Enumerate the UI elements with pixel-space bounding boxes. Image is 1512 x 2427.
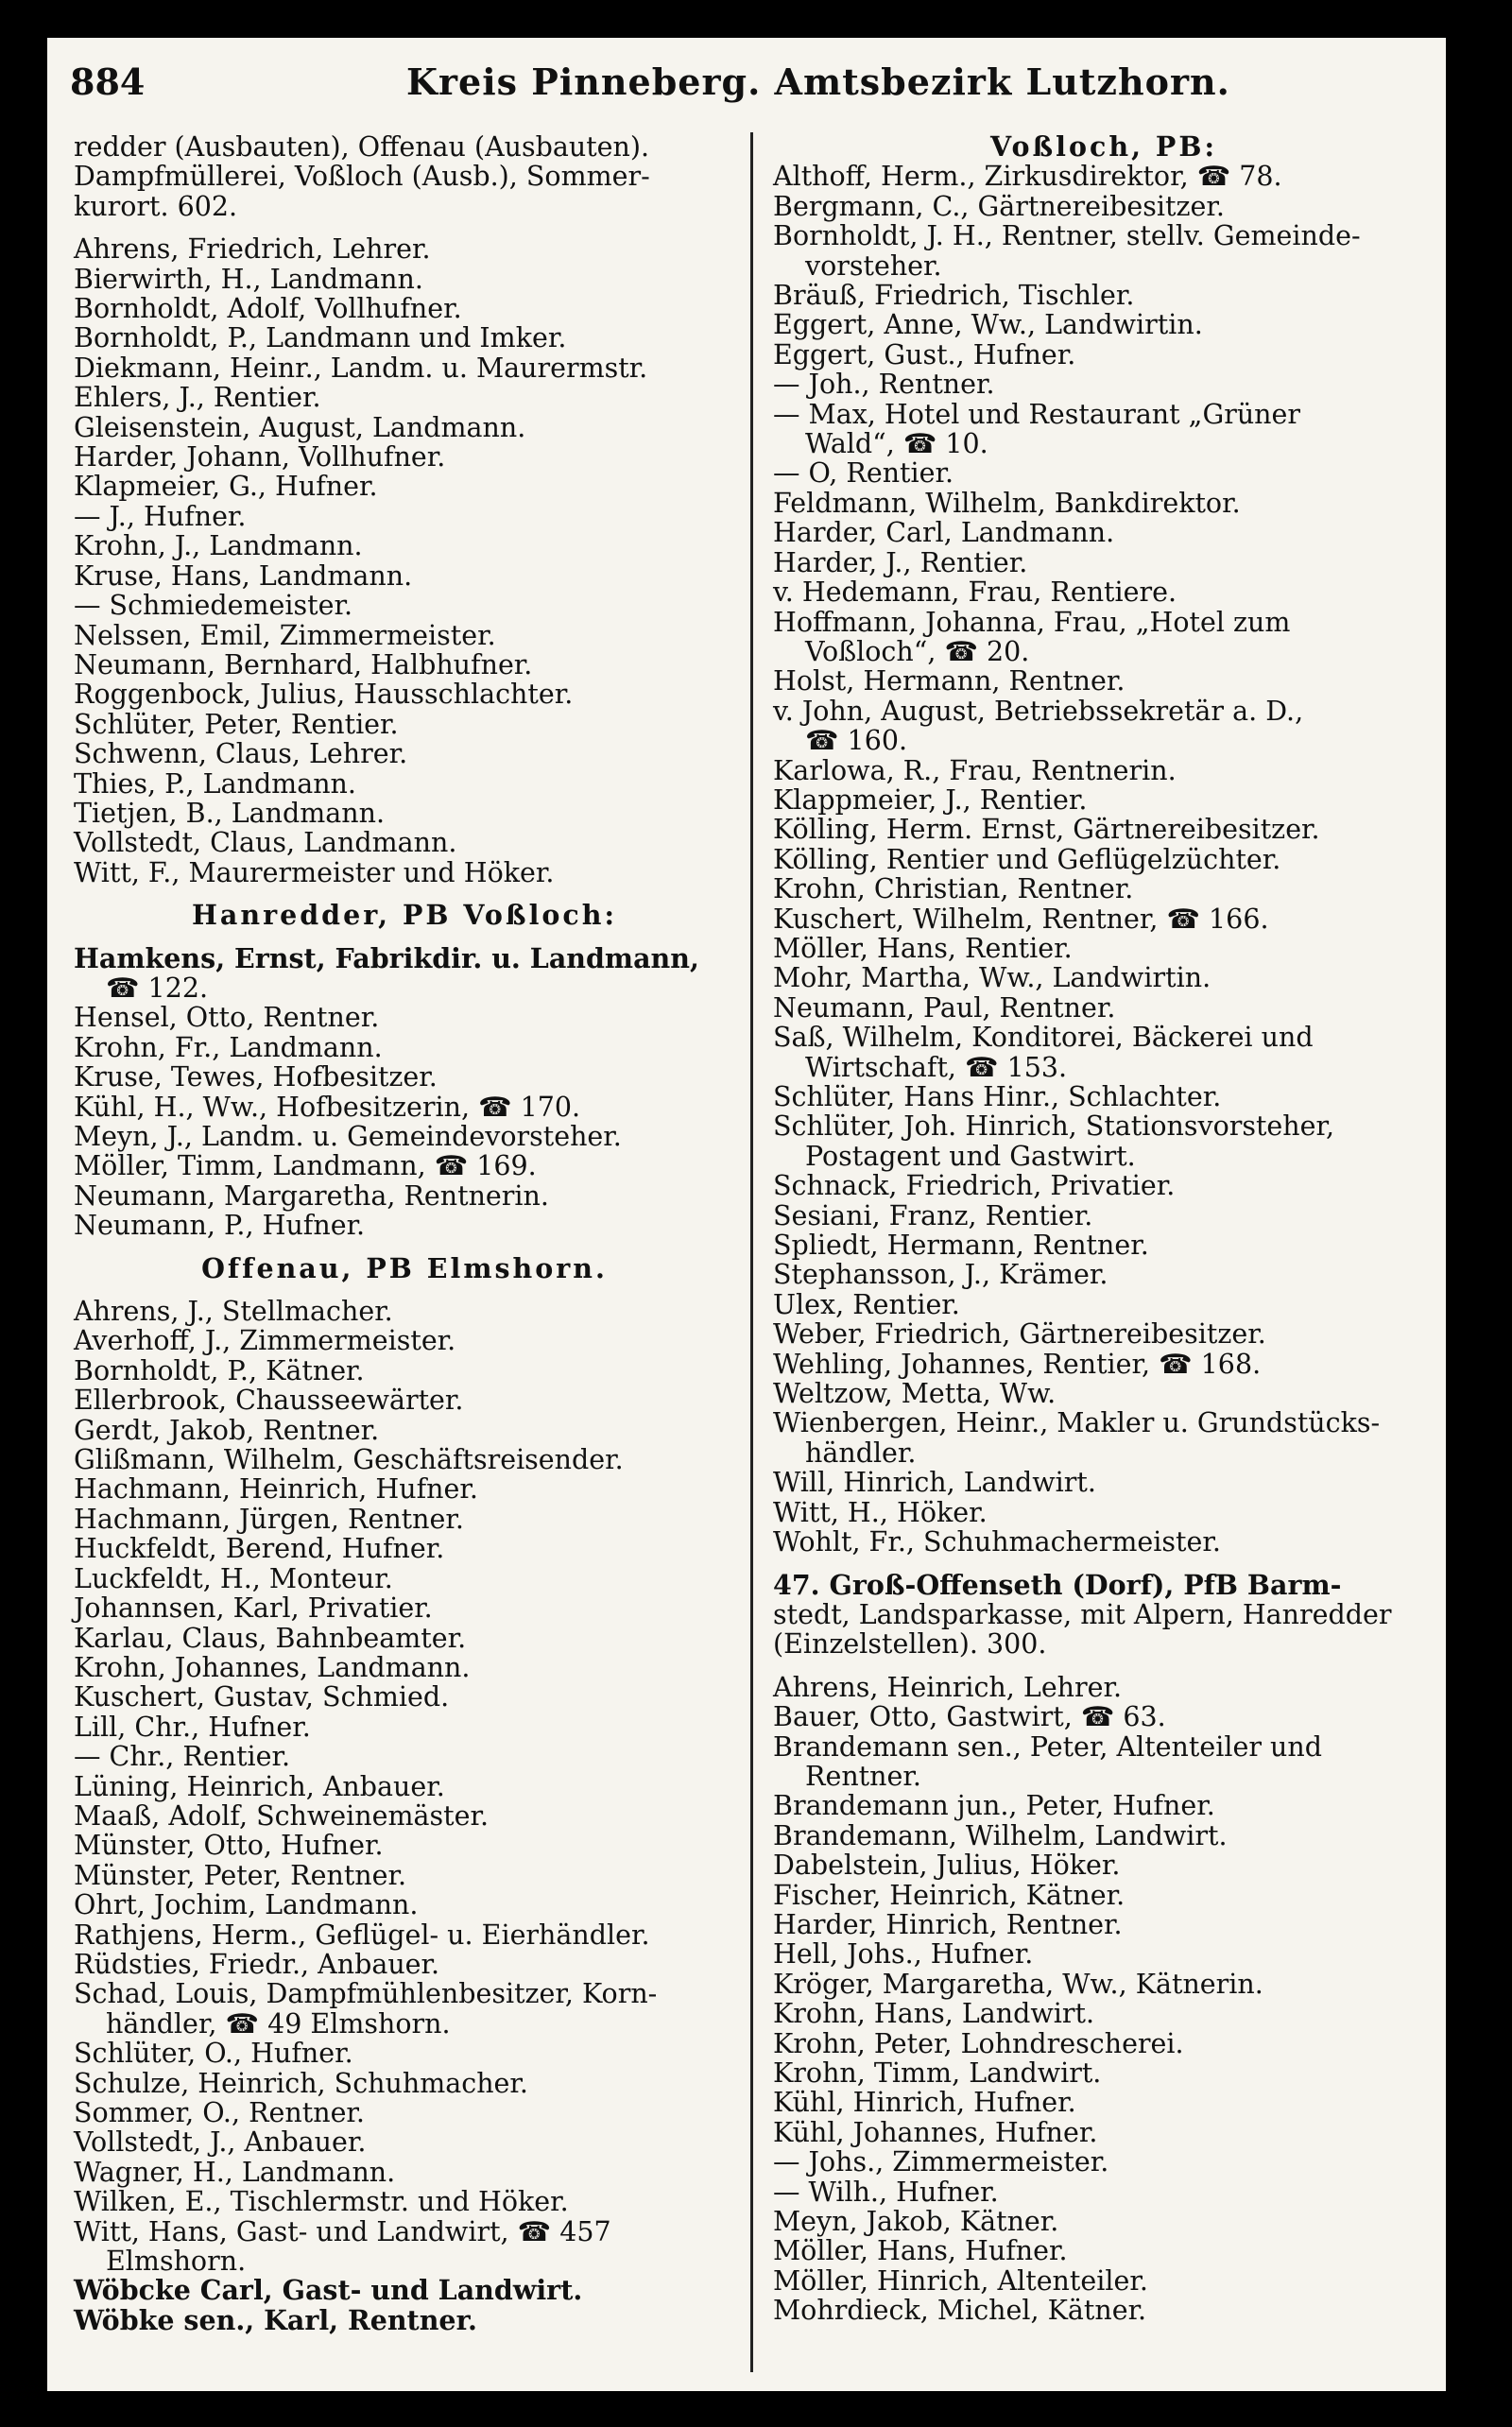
list-item: Brandemann jun., Peter, Hufner. [773, 1790, 1215, 1822]
list-item: Neumann, Bernhard, Halbhufner. [74, 648, 533, 680]
list-item-continuation: Voßloch“, ☎ 20. [805, 635, 1030, 667]
list-item: Schnack, Friedrich, Privatier. [773, 1170, 1176, 1202]
list-item: Schlüter, Hans Hinr., Schlachter. [773, 1081, 1222, 1112]
entry-list-vossloch [773, 162, 1435, 1557]
list-item: Hoffmann, Johanna, Frau, „Hotel zum [773, 606, 1291, 638]
list-item: Witt, F., Maurermeister und Höker. [74, 856, 555, 888]
list-item: Bornholdt, P., Landmann und Imker. [74, 322, 567, 354]
list-item: Kühl, H., Ww., Hofbesitzerin, ☎ 170. [74, 1091, 581, 1123]
list-item: Averhoff, J., Zimmermeister. [74, 1325, 456, 1357]
list-item: Hensel, Otto, Rentner. [74, 1002, 380, 1034]
list-item: Klapmeier, G., Hufner. [74, 471, 378, 503]
list-item: Ohrt, Jochim, Landmann. [74, 1889, 419, 1921]
list-item: Harder, Hinrich, Rentner. [773, 1908, 1123, 1940]
list-item-continuation: Postagent und Gastwirt. [805, 1140, 1136, 1172]
list-item: Bergmann, C., Gärtnereibesitzer. [773, 190, 1225, 222]
list-item: Kölling, Herm. Ernst, Gärtnereibesitzer. [773, 814, 1320, 846]
list-item: Hachmann, Jürgen, Rentner. [74, 1503, 464, 1535]
list-item: Saß, Wilhelm, Konditorei, Bäckerei und [773, 1022, 1314, 1054]
list-item: Tietjen, B., Landmann. [74, 797, 386, 829]
list-item: Brandemann sen., Peter, Altenteiler und [773, 1730, 1322, 1763]
list-item: Witt, Hans, Gast- und Landwirt, ☎ 457 [74, 2215, 611, 2247]
text-line: redder (Ausbauten), Offenau (Ausbauten). [74, 131, 650, 163]
list-item: Kuschert, Wilhelm, Rentner, ☎ 166. [773, 903, 1269, 935]
list-item: Schlüter, O., Hufner. [74, 2038, 353, 2070]
list-item: Althoff, Herm., Zirkusdirektor, ☎ 78. [773, 161, 1282, 193]
list-item: Ehlers, J., Rentier. [74, 382, 321, 414]
list-item: Sommer, O., Rentner. [74, 2097, 365, 2128]
list-item-continuation: ☎ 122. [106, 972, 209, 1004]
list-item: Krohn, Johannes, Landmann. [74, 1651, 471, 1683]
list-item: Gleisenstein, August, Landmann. [74, 411, 526, 443]
text-line: kurort. 602. [74, 190, 238, 222]
list-item: Schlüter, Peter, Rentier. [74, 708, 399, 740]
list-item: Bierwirth, H., Landmann. [74, 263, 423, 295]
list-item-continuation: Wald“, ☎ 10. [805, 428, 988, 460]
entry-list-lutzhorn [74, 234, 735, 887]
list-item: Krohn, J., Landmann. [74, 530, 363, 562]
list-item: Rathjens, Herm., Geflügel- u. Eierhändler. [74, 1919, 650, 1951]
list-item-continuation: Rentner. [805, 1760, 921, 1792]
list-item: Lill, Chr., Hufner. [74, 1711, 311, 1743]
list-item: Hell, Johs., Hufner. [773, 1938, 1034, 1971]
list-item: Möller, Hans, Hufner. [773, 2235, 1068, 2267]
text-line: (Einzelstellen). 300. [773, 1628, 1047, 1661]
left-column [74, 132, 735, 2335]
list-item: Wilken, E., Tischlermstr. und Höker. [74, 2186, 569, 2218]
list-item: Wagner, H., Landmann. [74, 2156, 396, 2188]
list-item: Kuschert, Gustav, Schmied. [74, 1681, 450, 1713]
list-item: Krohn, Christian, Rentner. [773, 873, 1134, 905]
list-item: Stephansson, J., Krämer. [773, 1259, 1108, 1291]
section-heading-offenau: Offenau, PB Elmshorn. [201, 1251, 608, 1284]
list-item: Neumann, Paul, Rentner. [773, 991, 1116, 1024]
list-item: — J., Hufner. [74, 500, 247, 532]
list-item: Klappmeier, J., Rentier. [773, 783, 1088, 816]
list-item: Schad, Louis, Dampfmühlenbesitzer, Korn- [74, 1978, 658, 2010]
list-item: Kröger, Margaretha, Ww., Kätnerin. [773, 1968, 1263, 2000]
list-item: Harder, Carl, Landmann. [773, 517, 1115, 549]
list-item-continuation: händler. [805, 1437, 917, 1469]
list-item: Wienbergen, Heinr., Makler u. Grundstücks- [773, 1407, 1381, 1439]
list-item: Möller, Hinrich, Altenteiler. [773, 2264, 1148, 2297]
list-item: — Max, Hotel und Restaurant „Grüner [773, 398, 1301, 430]
text-line: Dampfmüllerei, Voßloch (Ausb.), Sommer- [74, 161, 650, 193]
list-item: Wöbke sen., Karl, Rentner. [74, 2303, 477, 2336]
entry-list-hanredder [74, 941, 735, 1242]
list-item: Ellerbrook, Chausseewärter. [74, 1385, 464, 1417]
list-item: Münster, Peter, Rentner. [74, 1859, 407, 1891]
entry-list-offenau [74, 1297, 735, 2335]
list-item: Thies, P., Landmann. [74, 767, 356, 800]
section-heading-hanredder: Hanredder, PB Voßloch: [191, 899, 618, 932]
list-item: Harder, Johann, Vollhufner. [74, 441, 446, 473]
list-item: Bornholdt, Adolf, Vollhufner. [74, 293, 462, 325]
list-item: Harder, J., Rentier. [773, 546, 1028, 578]
list-item: Holst, Hermann, Rentner. [773, 665, 1125, 697]
list-item: Schlüter, Joh. Hinrich, Stationsvorsteher, [773, 1110, 1335, 1143]
list-item: Karlau, Claus, Bahnbeamter. [74, 1622, 467, 1654]
list-item: Gerdt, Jakob, Rentner. [74, 1414, 380, 1446]
directory-page [47, 38, 1446, 2391]
list-item: — Schmiedemeister. [74, 590, 353, 622]
list-item: Neumann, Margaretha, Rentnerin. [74, 1179, 549, 1212]
list-item: Glißmann, Wilhelm, Geschäftsreisender. [74, 1444, 624, 1476]
list-item: Kühl, Johannes, Hufner. [773, 2116, 1098, 2148]
intro-text [74, 132, 735, 221]
list-item: — Chr., Rentier. [74, 1741, 291, 1773]
list-item: Feldmann, Wilhelm, Bankdirektor. [773, 487, 1241, 519]
list-item-continuation: händler, ☎ 49 Elmshorn. [106, 2007, 451, 2040]
list-item: Krohn, Peter, Lohndrescherei. [773, 2027, 1184, 2059]
list-item: Bornholdt, J. H., Rentner, stellv. Gemeinde- [773, 220, 1361, 252]
list-item: Kölling, Rentier und Geflügelzüchter. [773, 843, 1281, 875]
list-item: Maaß, Adolf, Schweinemäster. [74, 1799, 490, 1832]
list-item: Kruse, Tewes, Hofbesitzer. [74, 1061, 438, 1093]
list-item: Wohlt, Fr., Schuhmachermeister. [773, 1526, 1221, 1558]
list-item: Eggert, Gust., Hufner. [773, 338, 1076, 370]
list-item: Münster, Otto, Hufner. [74, 1830, 384, 1862]
list-item: Lüning, Heinrich, Anbauer. [74, 1770, 445, 1802]
list-item: Brandemann, Wilhelm, Landwirt. [773, 1819, 1228, 1851]
list-item: Karlowa, R., Frau, Rentnerin. [773, 754, 1177, 786]
list-item: Hamkens, Ernst, Fabrikdir. u. Landmann, [74, 941, 699, 974]
list-item: Kruse, Hans, Landmann. [74, 559, 413, 592]
list-item: Hachmann, Heinrich, Hufner. [74, 1473, 478, 1506]
list-item: — Joh., Rentner. [773, 369, 995, 401]
list-item: Vollstedt, J., Anbauer. [74, 2126, 367, 2159]
list-item: Krohn, Fr., Landmann. [74, 1031, 383, 1063]
list-item-continuation: ☎ 160. [805, 725, 908, 757]
list-item: Mohrdieck, Michel, Kätner. [773, 2295, 1147, 2327]
list-item: v. Hedemann, Frau, Rentiere. [773, 577, 1177, 609]
right-column [773, 132, 1435, 2326]
list-item: Roggenbock, Julius, Hausschlachter. [74, 679, 574, 711]
list-item: Meyn, J., Landm. u. Gemeindevorsteher. [74, 1121, 622, 1152]
list-item: Eggert, Anne, Ww., Landwirtin. [773, 309, 1203, 341]
list-item: Mohr, Martha, Ww., Landwirtin. [773, 962, 1211, 994]
list-item: Bräuß, Friedrich, Tischler. [773, 280, 1135, 312]
list-item: — Wilh., Hufner. [773, 2176, 999, 2208]
list-item: Weltzow, Metta, Ww. [773, 1378, 1057, 1410]
list-item-continuation: Wirtschaft, ☎ 153. [805, 1051, 1068, 1083]
list-item: Ulex, Rentier. [773, 1288, 960, 1320]
list-item: — Johs., Zimmermeister. [773, 2146, 1109, 2178]
list-item: Kühl, Hinrich, Hufner. [773, 2087, 1076, 2119]
column-divider [750, 132, 753, 2372]
list-item: Schwenn, Claus, Lehrer. [74, 738, 408, 770]
list-item: Sesiani, Franz, Rentier. [773, 1199, 1093, 1231]
text-line: stedt, Landsparkasse, mit Alpern, Hanredder [773, 1598, 1392, 1630]
list-item: Weber, Friedrich, Gärtnereibesitzer. [773, 1318, 1266, 1351]
list-item: — O, Rentier. [773, 457, 954, 490]
list-item: Huckfeldt, Berend, Hufner. [74, 1533, 445, 1565]
page-header [47, 60, 1446, 113]
running-title: Kreis Pinneberg. Amtsbezirk Lutzhorn. [406, 60, 1230, 103]
list-item: Nelssen, Emil, Zimmermeister. [74, 619, 496, 651]
list-item: Bauer, Otto, Gastwirt, ☎ 63. [773, 1701, 1166, 1733]
text-line: 47. Groß-Offenseth (Dorf), PfB Barm- [773, 1568, 1342, 1601]
list-item-continuation: Elmshorn. [106, 2246, 247, 2278]
list-item: Ahrens, Heinrich, Lehrer. [773, 1671, 1123, 1703]
section-heading-gross-offenseth [773, 1568, 1435, 1661]
list-item: Witt, H., Höker. [773, 1496, 988, 1528]
list-item: Krohn, Timm, Landwirt. [773, 2057, 1102, 2089]
list-item: Will, Hinrich, Landwirt. [773, 1467, 1096, 1499]
list-item: Dabelstein, Julius, Höker. [773, 1850, 1121, 1882]
list-item: Diekmann, Heinr., Landm. u. Maurermstr. [74, 352, 648, 384]
list-item: Bornholdt, P., Kätner. [74, 1354, 365, 1386]
list-item: Wöbcke Carl, Gast- und Landwirt. [74, 2274, 583, 2307]
list-item: Neumann, P., Hufner. [74, 1210, 366, 1242]
list-item: Spliedt, Hermann, Rentner. [773, 1230, 1149, 1262]
list-item: v. John, August, Betriebssekretär a. D., [773, 695, 1304, 727]
list-item: Möller, Timm, Landmann, ☎ 169. [74, 1150, 537, 1182]
list-item: Rüdsties, Friedr., Anbauer. [74, 1948, 440, 1980]
entry-list-gross-offenseth [773, 1673, 1435, 2326]
list-item: Meyn, Jakob, Kätner. [773, 2206, 1059, 2238]
list-item: Schulze, Heinrich, Schuhmacher. [74, 2067, 528, 2099]
list-item: Möller, Hans, Rentier. [773, 932, 1073, 964]
list-item: Wehling, Johannes, Rentier, ☎ 168. [773, 1348, 1262, 1380]
list-item-continuation: vorsteher. [805, 250, 942, 282]
list-item: Luckfeldt, H., Monteur. [74, 1562, 393, 1594]
list-item: Ahrens, Friedrich, Lehrer. [74, 233, 431, 266]
list-item: Johannsen, Karl, Privatier. [74, 1592, 433, 1625]
list-item: Krohn, Hans, Landwirt. [773, 1998, 1095, 2030]
page-number: 884 [70, 60, 146, 103]
list-item: Fischer, Heinrich, Kätner. [773, 1879, 1125, 1911]
list-item: Vollstedt, Claus, Landmann. [74, 827, 457, 859]
section-heading-vossloch: Voßloch, PB: [990, 130, 1217, 163]
list-item: Ahrens, J., Stellmacher. [74, 1296, 393, 1328]
